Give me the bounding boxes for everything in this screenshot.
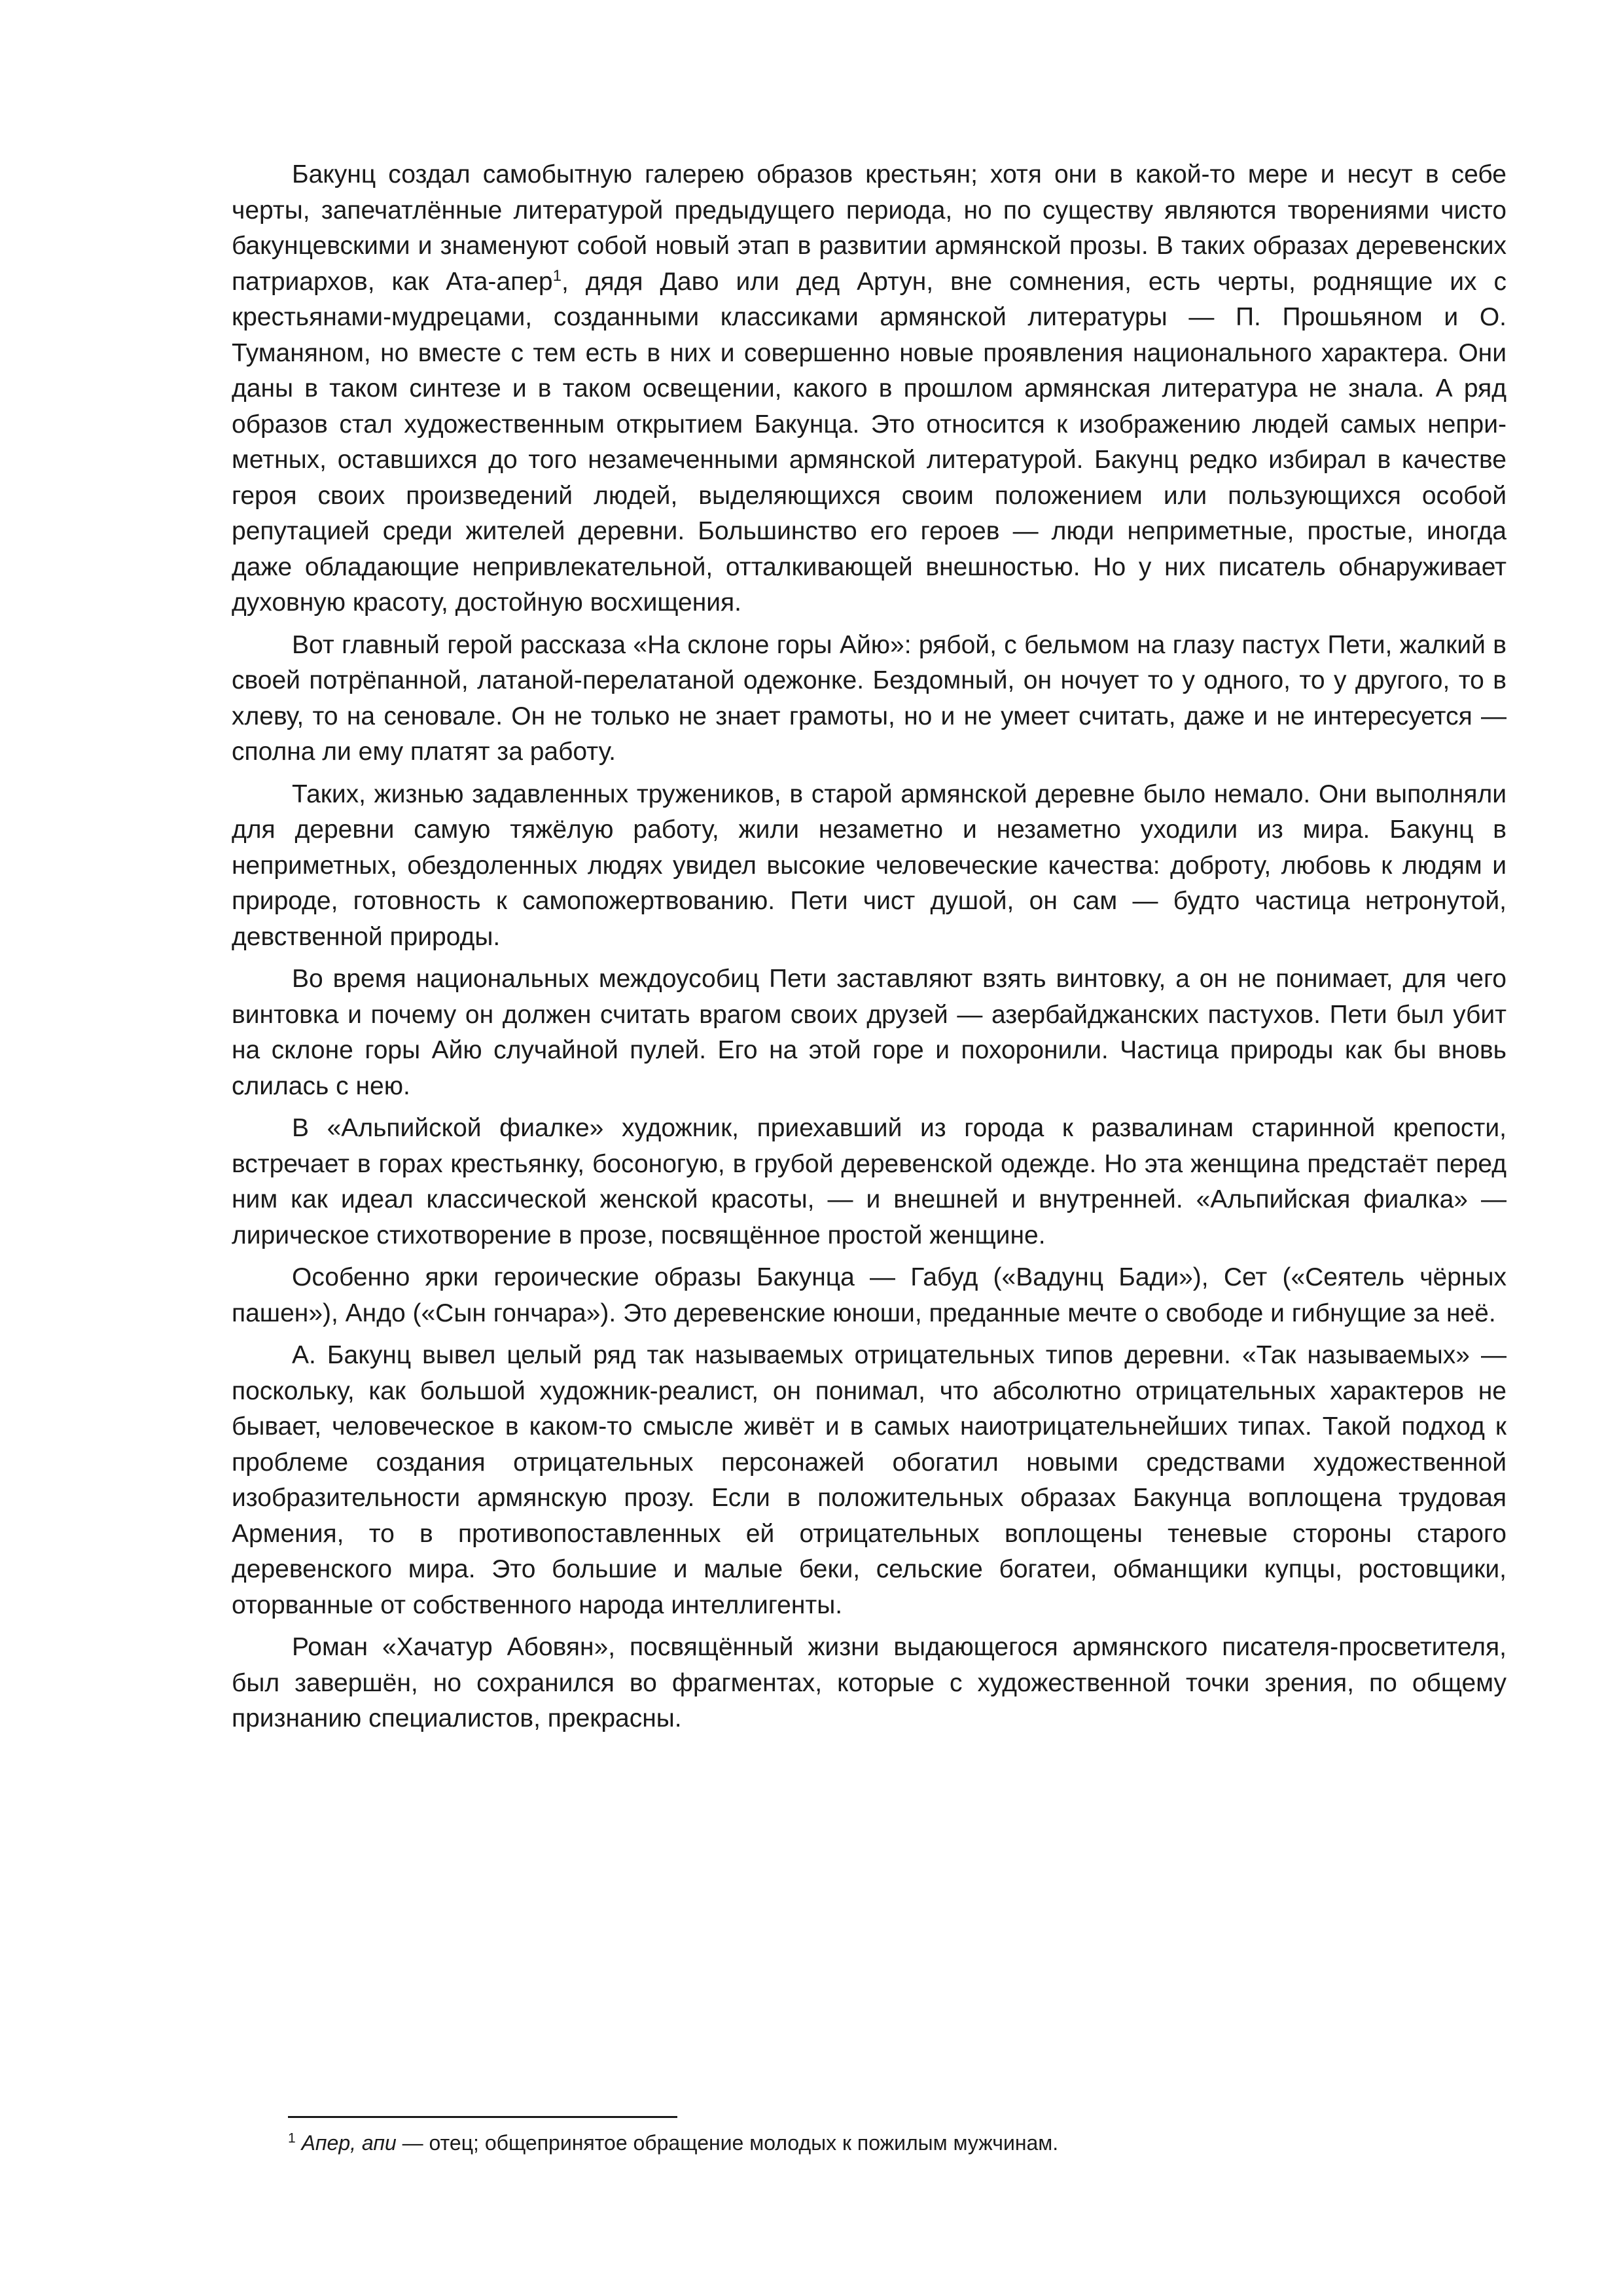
footnote-term: Апер, апи <box>301 2131 397 2155</box>
paragraph-3: Таких, жизнью задавленных тружеников, в старой армянской деревне было немало. Они выполняли для деревни самую тяжёлую работу, жили незаметно и незаметно уходили из мира. Бакунц в неприметных, обездоленных людях увидел высокие человеческие качества: доброту, любовь к людям и природе, готовность к самопожертвованию. Пети чист душой, он сам — будто частица нетронутой, девственной природы. <box>232 780 1507 951</box>
footnote-number: 1 <box>288 2130 296 2146</box>
paragraph-2: Вот главный герой рассказа «На склоне горы Айю»: рябой, с бельмом на глазу пастух Пети, жалкий в своей потрёпанной, латаной-перелатаной одежонке. Бездомный, он ночует то у одного, то у другого, то в хлеву, то на сеновале. Он не только не знает грамоты, но и не умеет считать, даже и не интересуется — сполна ли ему платят за работу. <box>232 630 1507 766</box>
main-text <box>232 157 1507 1737</box>
paragraph-1 <box>232 157 1507 621</box>
footnote <box>288 2128 1505 2157</box>
footnote-text: — отец; общепринятое обращение молодых к пожилым мужчинам. <box>396 2131 1059 2155</box>
paragraph-1-start: Бакунц создал самобытную галерею образов крестьян; хотя они в какой-то мере и несут в себе черты, запечатлённые литературой предыдущего периода, но по существу являются творениями чисто бакунцевскими и знаменуют собой новый этап в развитии армянской прозы. В таких образах деревенских патриархов, как Ата-апер <box>232 160 1507 296</box>
footnote-divider <box>288 2116 677 2118</box>
paragraph-7: А. Бакунц вывел целый ряд так называемых отрицательных типов деревни. «Так называемых» — поскольку, как большой художник-реалист, он понимал, что абсолютно отрицательных характеров не бывает, человеческое в каком-то смысле живёт и в самых наиотрицательнейших типах. Такой подход к проблеме создания отрицательных персонажей обогатил новыми средствами художественной изобразительности армянскую прозу. Если в положительных образах Бакунца воплощена трудовая Армения, то в противопоставленных ей отрицательных воплощены теневые стороны старого деревенского мира. Это большие и малые беки, сельские богатеи, обманщики купцы, ростовщики, оторванные от собственного народа интеллигенты. <box>232 1341 1507 1619</box>
paragraph-1-end: , дядя Даво или дед Артун, вне сомнения, есть черты, роднящие их с крестьянами-мудрецами, созданными классиками армянской литературы — П. Прошьяном и О. Туманяном, но вместе с тем есть в них и совершенно новые проявления национального характера. Они даны в таком синтезе и в таком освещении, какого в прошлом армянская литература не знала. А ряд образов стал художественным открытием Бакунца. Это относится к изображению людей самых неприметных, оставшихся до того незамеченными армянской литературой. Бакунц редко избирал в качестве героя своих произведений людей, выделяющихся своим положением или пользующихся особой репутацией среди жителей деревни. Большинство его героев — люди неприметные, простые, иногда даже обладающие непривлекательной, отталкивающей внешностью. Но у них писатель обнаруживает духовную красоту, достойную восхищения. <box>232 267 1507 617</box>
paragraph-6: Особенно ярки героические образы Бакунца — Габуд («Вадунц Бади»), Сет («Сеятель чёрных пашен»), Андо («Сын гончара»). Это деревенские юноши, преданные мечте о свободе и гибнущие за неё. <box>232 1263 1507 1327</box>
paragraph-8: Роман «Хачатур Абовян», посвящённый жизни выдающегося армянского писателя-просветителя, был завершён, но сохранился во фрагментах, которые с художественной точки зрения, по общему признанию специалистов, прекрасны. <box>232 1633 1507 1732</box>
paragraph-5: В «Альпийской фиалке» художник, приехавший из города к развалинам старинной крепости, встречает в горах крестьянку, босоногую, в грубой деревенской одежде. Но эта женщина предстаёт перед ним как идеал классической женской красоты, — и внешней и внутренней. «Альпийская фиалка» — лирическое стихотворение в прозе, посвящённое простой женщине. <box>232 1114 1507 1249</box>
paragraph-4: Во время национальных междоусобиц Пети заставляют взять винтовку, а он не понимает, для чего винтовка и почему он должен считать врагом своих друзей — азербайджанских пастухов. Пети был убит на склоне горы Айю случайной пулей. Его на этой горе и похоронили. Частица природы как бы вновь слилась с нею. <box>232 965 1507 1100</box>
footnote-reference[interactable]: 1 <box>552 266 562 285</box>
